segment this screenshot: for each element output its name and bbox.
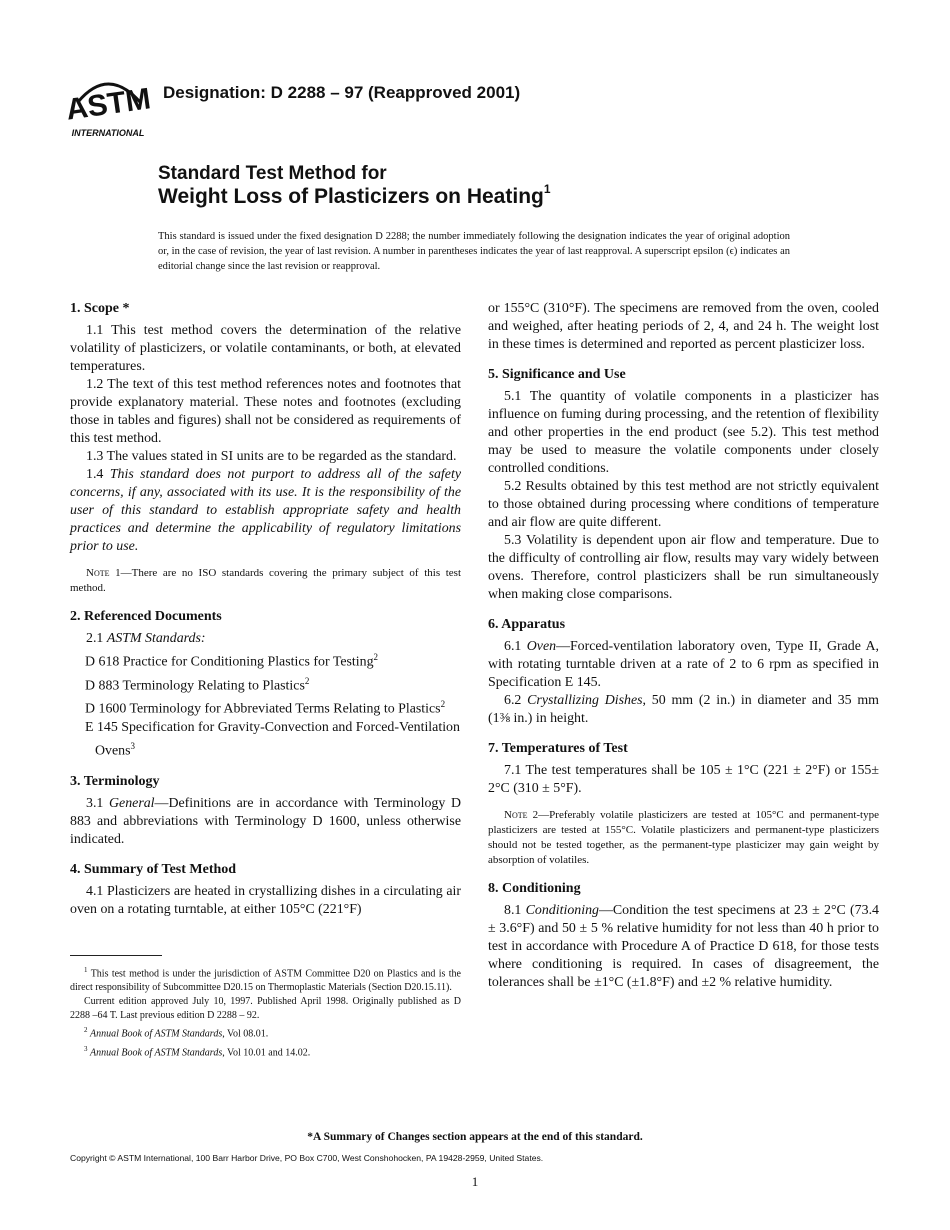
section-temperatures [488, 740, 879, 868]
section-heading: 3. Terminology [70, 773, 160, 789]
reference-item [70, 695, 461, 719]
footnote-mark: 2 [373, 652, 379, 662]
left-column [70, 300, 461, 931]
definition-text: —Definitions are in accordance with Terminology D 883 and abbreviations with Terminology D 1600, unless otherwise indicated. [70, 795, 461, 847]
footnote-mark: 3 [130, 740, 135, 751]
paragraph-number: 2.1 [86, 631, 104, 646]
intro-paragraph: This standard is issued under the fixed designation D 2288; the number immediately following the designation indicates the year of original adoption or, in the case of revision, the year of last revision. A number in parentheses indicates the year of last reapproval. A superscript epsilon (ϵ) indicates an editorial change since the last revision or reapproval. [158, 231, 790, 272]
reference-item [70, 672, 461, 696]
paragraph-1-4 [70, 466, 461, 556]
title-line-1: Standard Test Method for [158, 163, 387, 184]
footnote-mark: 2 [84, 1026, 88, 1035]
section-heading: 5. Significance and Use [488, 367, 626, 382]
paragraph-number: 6.2 [504, 693, 522, 708]
footnote-volume: , Vol 08.01. [222, 1028, 269, 1040]
section-summary [70, 861, 461, 919]
reference-text: D 618 Practice for Conditioning Plastics for Testing [85, 654, 374, 670]
section-heading: 4. Summary of Test Method [70, 861, 237, 877]
term: General [109, 795, 155, 811]
summary-of-changes-note: *A Summary of Changes section appears at the end of this standard. [307, 1131, 643, 1143]
paragraph-1-2: 1.2 The text of this test method references notes and footnotes that provide explanatory material. These notes and footnotes (excluding those in tables and figures) shall not be considered as requirements of this test method. [70, 377, 461, 446]
paragraph-3-1 [70, 795, 461, 849]
paragraph-2-1 [70, 630, 461, 648]
right-column [488, 300, 879, 1004]
footnote-text: Annual Book of ASTM Standards [90, 1028, 223, 1040]
definition-text: , 50 mm (2 in.) in diameter and 35 mm (1⅜ in.) in height. [488, 693, 879, 726]
section-heading: 1. Scope * [70, 301, 130, 316]
note-text: 1—There are no ISO standards covering the primary subject of this test method. [70, 567, 462, 594]
astm-logo [68, 72, 152, 142]
svg-text:INTERNATIONAL: INTERNATIONAL [71, 128, 145, 138]
paragraph-5-2: 5.2 Results obtained by this test method are not strictly equivalent to those obtained during processing where conditions of temperature and air flow are quite different. [488, 479, 879, 530]
paragraph-1-3: 1.3 The values stated in SI units are to be regarded as the standard. [86, 449, 457, 464]
term: Conditioning [525, 903, 599, 918]
footnote-text: Annual Book of ASTM Standards [90, 1046, 223, 1058]
section-terminology [70, 773, 461, 849]
footnote-text: This test method is under the jurisdiction of ASTM Committee D20 on Plastics and is the direct responsibility of Subcommittee D20.15 on Thermoplastic Materials (Section D20.15.11). [70, 968, 461, 994]
footnote-volume: , Vol 10.01 and 14.02. [222, 1046, 311, 1058]
footnote-mark: 2 [440, 699, 446, 710]
section-scope [70, 300, 461, 596]
reference-text: E 145 Specification for Gravity-Convection and Forced-Ventilation Ovens [85, 719, 460, 759]
footnote-2 [70, 1023, 461, 1041]
note-2 [488, 808, 879, 868]
page-number: 1 [471, 1174, 479, 1189]
paragraph-4-1: 4.1 Plasticizers are heated in crystallizing dishes in a circulating air oven on a rotating turntable, at either 105°C (221°F) [70, 883, 461, 917]
copyright: Copyright © ASTM International, 100 Barr Harbor Drive, PO Box C700, West Conshohocken, PA 19428-2959, United States. [70, 1153, 544, 1163]
svg-text:ASTM: ASTM [68, 82, 152, 127]
paragraph-6-2 [488, 692, 879, 728]
paragraph-4-1-continued: or 155°C (310°F). The specimens are removed from the oven, cooled and weighed, after heating periods of 2, 4, and 24 h. The weight lost in these times is determined and reported as percent plasticizer loss. [488, 301, 879, 352]
footnote-rule [70, 955, 162, 956]
footnote-mark: 1 [84, 966, 88, 974]
section-conditioning [488, 880, 879, 992]
section-significance [488, 366, 879, 604]
astm-standards-label: ASTM Standards: [106, 631, 206, 646]
paragraph-8-1 [488, 902, 879, 992]
paragraph-5-1: 5.1 The quantity of volatile components in a plasticizer has influence on fuming during processing, and the retention of flexibility and other properties in the end product (see 5.2). This test method may be used to measure the volatile components under closely controlled conditions. [488, 389, 879, 476]
section-apparatus [488, 616, 879, 728]
section-heading: 2. Referenced Documents [70, 609, 222, 624]
safety-statement: This standard does not purport to address all of the safety concerns, if any, associated with its use. It is the responsibility of the user of this standard to establish appropriate safety and health practices and determine the applicability of regulatory limitations prior to use. [70, 467, 461, 554]
title-line-2 [158, 184, 551, 209]
paragraph-1-1: 1.1 This test method covers the determination of the relative volatility of plasticizers, or volatile contaminants, or both, at elevated temperatures. [70, 323, 461, 374]
title-footnote-mark: 1 [543, 182, 551, 196]
definition-text: —Condition the test specimens at 23 ± 2°C (73.4 ± 3.6°F) and 50 ± 5 % relative humidity for not less than 40 h prior to test in accordance with Procedure A of Practice D 618, for those tests where conditioning is required. In cases of disagreement, the tolerances shall be ±1°C (±1.8°F) and ±2 % relative humidity. [488, 903, 879, 990]
footnote-1-continued: Current edition approved July 10, 1997. Published April 1998. Originally published as D 2288 –64 T. Last previous edition D 2288 – 92. [70, 996, 461, 1022]
title-text: Weight Loss of Plasticizers on Heating [158, 185, 544, 208]
section-referenced-documents [70, 608, 461, 761]
section-heading: 7. Temperatures of Test [488, 741, 628, 756]
section-heading: 8. Conditioning [488, 881, 581, 896]
paragraph-7-1: 7.1 The test temperatures shall be 105 ± 1°C (221 ± 2°F) or 155± 2°C (310 ± 5°F). [488, 763, 879, 796]
reference-text: D 883 Terminology Relating to Plastics [85, 678, 305, 694]
paragraph-number: 1.4 [86, 467, 104, 482]
reference-text: D 1600 Terminology for Abbreviated Terms Relating to Plastics [85, 701, 441, 717]
note-label: Note [504, 809, 528, 821]
reference-item [70, 648, 461, 672]
reference-item [70, 719, 461, 761]
footnote-mark: 3 [84, 1044, 88, 1053]
footnote-mark: 2 [304, 675, 310, 686]
section-heading: 6. Apparatus [488, 617, 566, 632]
definition-text: —Forced-ventilation laboratory oven, Type II, Grade A, with rotating turntable driven at a rate of 2 to 6 rpm as specified in Specification E 145. [488, 639, 879, 690]
paragraph-number: 3.1 [86, 795, 104, 811]
paragraph-6-1 [488, 638, 879, 692]
paragraph-number: 6.1 [504, 639, 522, 654]
footnotes [70, 963, 461, 1060]
section-summary-continued [488, 300, 879, 354]
term: Crystallizing Dishes [527, 693, 643, 708]
footnote-1 [70, 963, 461, 995]
note-text: 2—Preferably volatile plasticizers are tested at 105°C and permanent-type plasticizers are tested at 155°C. Volatile plasticizers and permanent-type plasticizers should not be tested together, as the permanent-type plasticizer may gain weight by absorption of volatiles. [488, 809, 879, 866]
term: Oven [526, 639, 557, 654]
note-1 [70, 566, 461, 596]
footnote-3 [70, 1042, 461, 1060]
paragraph-number: 8.1 [504, 903, 522, 918]
designation: Designation: D 2288 – 97 (Reapproved 2001) [163, 83, 521, 102]
paragraph-5-3: 5.3 Volatility is dependent upon air flow and temperature. Due to the difficulty of controlling air flow, results may vary widely between ovens. Therefore, control plasticizers shall be run simultaneously when making close comparisons. [488, 533, 879, 602]
note-label: Note [86, 567, 110, 579]
